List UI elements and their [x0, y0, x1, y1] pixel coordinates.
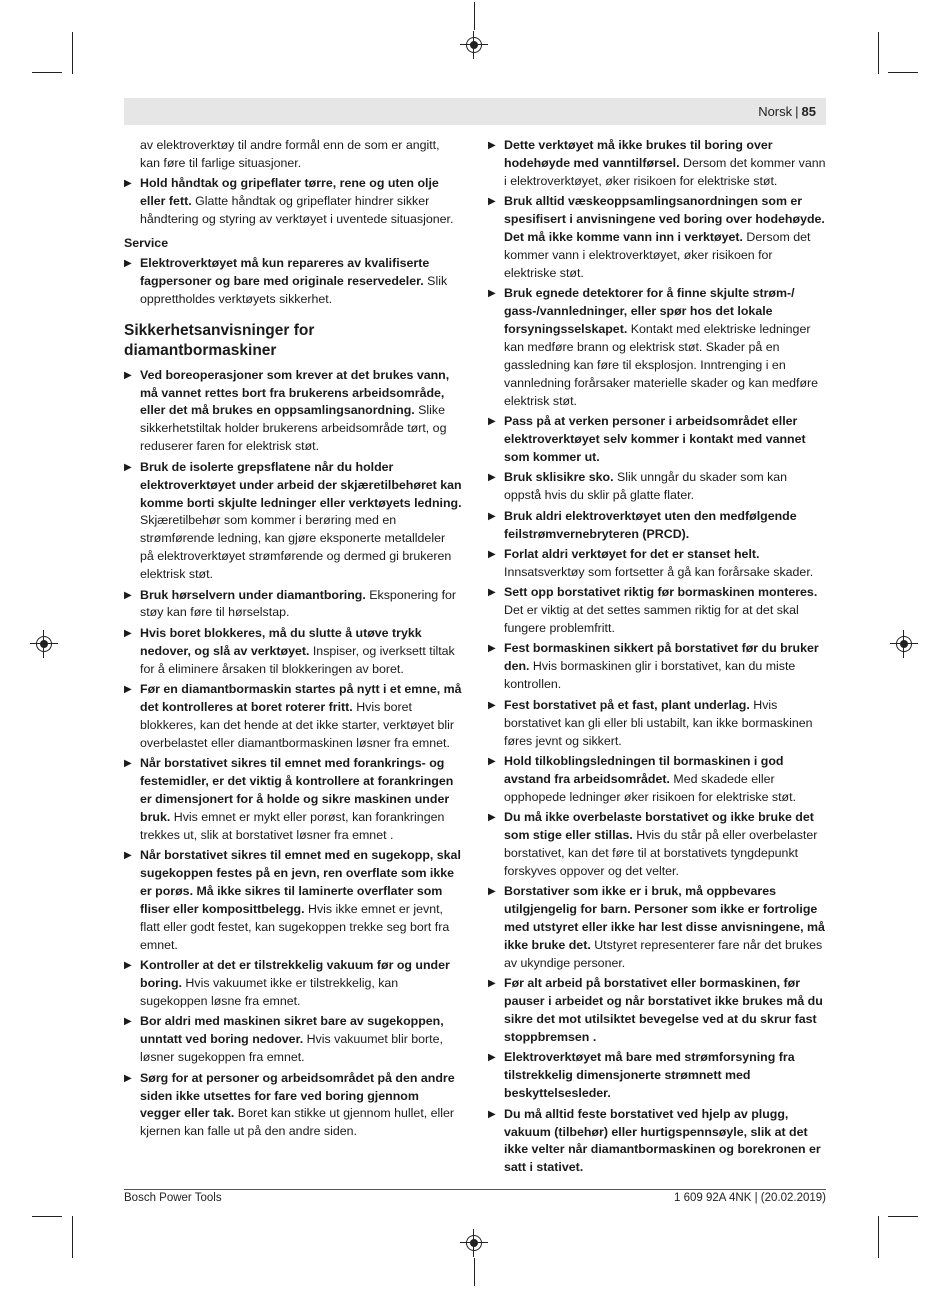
footer-rule: [124, 1189, 826, 1190]
item-bold-text: Bruk de isolerte grepsflatene når du holder elektroverktøyet under arbeid der skjæretilbehøret kan komme borti skjulte ledninger eller verktøyets ledning.: [140, 459, 462, 510]
left-column: [124, 137, 462, 1144]
item-bold-text: Før alt arbeid på borstativet eller bormaskinen, før pauser i arbeidet og når borstativet ikke brukes må du sikre det mot utilsiktet bevegelse ved at du skrur fast stoppbremsen .: [504, 976, 823, 1044]
list-item: [124, 367, 462, 457]
registration-mark-icon: [896, 636, 912, 652]
crop-mark: [878, 1216, 879, 1258]
list-item: [488, 546, 826, 582]
item-text: Slik opprettholdes verktøyets sikkerhet.: [140, 273, 448, 306]
crop-mark: [878, 32, 879, 74]
list-item: [124, 459, 462, 584]
list-item: [488, 975, 826, 1047]
item-bold-text: Du må ikke overbelaste borstativet og ikke bruke det som stige eller stillas.: [504, 810, 814, 843]
list-item: [488, 697, 826, 751]
item-text: Slike sikkerhetstiltak holder brukerens arbeidsområde tørt, og reduserer faren for elektrisk støt.: [140, 403, 447, 454]
list-item: [488, 640, 826, 694]
item-text: Utstyret representerer fare når det brukes av ukyndige personer.: [504, 937, 823, 970]
item-text: Hvis vakuumet ikke er tilstrekkelig, kan sugekoppen løsne fra emnet.: [140, 976, 399, 1008]
item-bold-text: Du må alltid feste borstativet ved hjelp av plugg, vakuum (tilbehør) eller hurtigspennsøyle, slik at det ikke velter når diamantbormaskinen og borekronen er satt i stativet.: [504, 1106, 821, 1175]
item-bold-text: Hold tilkoblingsledningen til bormaskinen i god avstand fra arbeidsområdet.: [504, 753, 784, 786]
item-text: Hvis vakuumet blir borte, løsner sugekoppen fra emnet.: [140, 1032, 443, 1065]
crop-mark: [474, 2, 475, 30]
item-bold-text: Bruk sklisikre sko.: [504, 470, 614, 485]
header-section: Norsk: [758, 104, 793, 119]
list-item: [124, 625, 462, 679]
item-text: Skjæretilbehør som kommer i berøring med en strømførende ledning, kan gjøre eksponerte metalldeler på elektroverktøyet strømførende og dermed gi brukeren elektrisk støt.: [140, 513, 452, 582]
list-item: [124, 755, 462, 845]
crop-mark: [32, 1216, 62, 1217]
item-bold-text: Sett opp borstativet riktig før bormaskinen monteres.: [504, 585, 818, 600]
list-item: [488, 193, 826, 283]
item-text: Boret kan stikke ut gjennom hullet, eller kjernen kan falle ut på den andre siden.: [140, 1106, 455, 1139]
item-bold-text: Hvis boret blokkeres, må du slutte å utøve trykk nedover, og slå av verktøyet.: [140, 625, 422, 658]
item-text: Slik unngår du skader som kan oppstå hvis du sklir på glatte flater.: [504, 470, 788, 503]
item-bold-text: Elektroverktøyet må bare med strømforsyning fra tilstrekkelig dimensjonerte strømnett med beskyttelsesleder.: [504, 1050, 795, 1101]
list-item: [488, 508, 826, 544]
item-text: Dersom det kommer vann i elektroverktøyet, øker risikoen for elektriske støt.: [504, 155, 826, 188]
item-bold-text: Før en diamantbormaskin startes på nytt i et emne, må det kontrolleres at boret roterer fritt.: [140, 682, 462, 714]
list-item: [488, 883, 826, 973]
list-item: [124, 587, 462, 623]
list-item: [488, 413, 826, 467]
list-item: [488, 1106, 826, 1178]
item-bold-text: Dette verktøyet må ikke brukes til boring over hodehøyde med vanntilførsel.: [504, 138, 773, 170]
item-text: Hvis du står på eller overbelaster borstativet, kan det føre til at borstativets tyngdepunkt forskyves oppover og det velter.: [504, 828, 818, 878]
list-item: [488, 584, 826, 638]
header-separator: |: [795, 104, 799, 119]
list-item: [488, 753, 826, 807]
item-text: Hvis bormaskinen glir i borstativet, kan du miste kontrollen.: [504, 659, 796, 692]
intro-text: av elektroverktøy til andre formål enn de som er angitt, kan føre til farlige situasjoner.: [140, 138, 440, 170]
item-bold-text: Forlat aldri verktøyet for det er stanset helt.: [504, 546, 760, 561]
list-item: [124, 1070, 462, 1142]
item-bold-text: Fest bormaskinen sikkert på borstativet før du bruker den.: [504, 641, 819, 674]
item-text: Hvis borstativet kan gli eller bli ustabilt, kan ikke bormaskinen føres jevnt og sikkert.: [504, 697, 813, 748]
list-item: [488, 137, 826, 191]
registration-mark-icon: [36, 636, 52, 652]
page-number: 85: [801, 104, 816, 119]
list-item: [488, 285, 826, 410]
list-item: [124, 681, 462, 753]
item-text: Eksponering for støy kan føre til hørselstap.: [140, 587, 457, 620]
item-bold-text: Borstativer som ikke er i bruk, må oppbevares utilgjengelig for barn. Personer som ikke er fortrolige med utstyret eller ikke har lest disse anvisningene, må ikke bruke det.: [504, 884, 825, 952]
list-b: [124, 255, 462, 309]
item-text: Dersom det kommer vann i elektroverktøyet, øker risikoen for elektriske støt.: [504, 230, 811, 280]
crop-mark: [32, 72, 62, 73]
item-text: Med skadede eller opphopede ledninger øker risikoen for elektriske støt.: [504, 771, 797, 804]
list-a: [124, 175, 462, 229]
list-item: [124, 1013, 462, 1067]
item-bold-text: Hold håndtak og gripeflater tørre, rene og uten olje eller fett.: [140, 176, 439, 209]
crop-mark: [888, 1216, 918, 1217]
list-item: [488, 469, 826, 505]
right-column: [488, 137, 826, 1180]
item-text: Hvis ikke emnet er jevnt, flatt eller godt festet, kan sugekoppen trekke seg bort fra emnet.: [140, 901, 450, 952]
list-item: [124, 255, 462, 309]
item-text: Hvis boret blokkeres, kan det hende at det ikke starter, verktøyet blir overbelastet eller diamantbormaskinen løsner fra emnet.: [140, 699, 455, 750]
item-bold-text: Når borstativet sikres til emnet med en sugekopp, skal sugekoppen festes på en jevn, ren overflate som ikke er porøs. Må ikke sikres til laminerte overflater som fliser eller komposittbelegg.: [140, 848, 461, 916]
registration-mark-icon: [466, 1235, 482, 1251]
service-heading: Service: [124, 236, 169, 251]
item-bold-text: Når borstativet sikres til emnet med forankrings- og festemidler, er det viktig å kontrollere at forankringen er dimensjonert for å holde og sikre maskinen under bruk.: [140, 756, 454, 824]
item-text: Kontakt med elektriske ledninger kan medføre brann og elektrisk støt. Skader på en gassledning kan føre til eksplosjon. Inntrenging i en vannledning forårsaker materielle skader og kan medføre elektrisk støt.: [504, 322, 819, 408]
item-text: Inspiser, og iverksett tiltak for å eliminere årsaken til blokkeringen av boret.: [140, 643, 455, 676]
item-text: Det er viktig at det settes sammen riktig for at det skal fungere problemfritt.: [504, 603, 799, 636]
item-bold-text: Bruk hørselvern under diamantboring.: [140, 587, 366, 602]
item-bold-text: Elektroverktøyet må kun repareres av kvalifiserte fagpersoner og bare med originale reservedeler.: [140, 255, 430, 288]
list-item: [124, 847, 462, 954]
list-right: [488, 137, 826, 1177]
item-bold-text: Sørg for at personer og arbeidsområdet på den andre siden ikke utsettes for fare ved boring gjennom vegger eller tak.: [140, 1070, 455, 1121]
item-bold-text: Bruk aldri elektroverktøyet uten den medfølgende feilstrømvernebryteren (PRCD).: [504, 508, 797, 541]
footer-brand: Bosch Power Tools: [124, 1192, 222, 1204]
item-text: Hvis emnet er mykt eller porøst, kan forankringen trekkes ut, slik at borstativet løsner fra emnet .: [140, 809, 445, 842]
list-c: [124, 367, 462, 1142]
item-bold-text: Fest borstativet på et fast, plant underlag.: [504, 697, 750, 712]
item-bold-text: Pass på at verken personer i arbeidsområdet eller elektroverktøyet selv kommer i kontakt med vannet som kommer ut.: [504, 414, 806, 464]
item-bold-text: Ved boreoperasjoner som krever at det brukes vann, må vannet rettes bort fra brukerens arbeidsområde, eller det må brukes en oppsamlingsanordning.: [140, 367, 450, 418]
page-header: [124, 98, 826, 125]
footer-doc-id: 1 609 92A 4NK | (20.02.2019): [674, 1192, 826, 1204]
section-title: Sikkerhetsanvisninger for diamantbormaskiner: [124, 321, 315, 359]
crop-mark: [72, 1216, 73, 1258]
list-item: [124, 957, 462, 1011]
item-text: Glatte håndtak og gripeflater hindrer sikker håndtering og styring av verktøyet i uventede situasjoner.: [140, 194, 454, 227]
item-bold-text: Bruk alltid væskeoppsamlingsanordningen som er spesifisert i anvisningene ved boring over hodehøyde. Det må ikke komme vann inn i verktøyet.: [504, 194, 825, 245]
registration-mark-icon: [466, 37, 482, 53]
crop-mark: [474, 1258, 475, 1286]
crop-mark: [888, 72, 918, 73]
item-bold-text: Kontroller at det er tilstrekkelig vakuum før og under boring.: [140, 958, 450, 991]
item-bold-text: Bruk egnede detektorer for å finne skjulte strøm-/ gass-/vannledninger, eller spør hos det lokale forsyningsselskapet.: [504, 286, 795, 337]
list-item: [488, 1049, 826, 1103]
header-text: [758, 104, 816, 119]
list-item: [488, 809, 826, 881]
item-text: Innsatsverktøy som fortsetter å gå kan forårsake skader.: [504, 564, 814, 579]
item-bold-text: Bor aldri med maskinen sikret bare av sugekoppen, unntatt ved boring nedover.: [140, 1014, 444, 1047]
list-item: [124, 175, 462, 229]
crop-mark: [72, 32, 73, 74]
